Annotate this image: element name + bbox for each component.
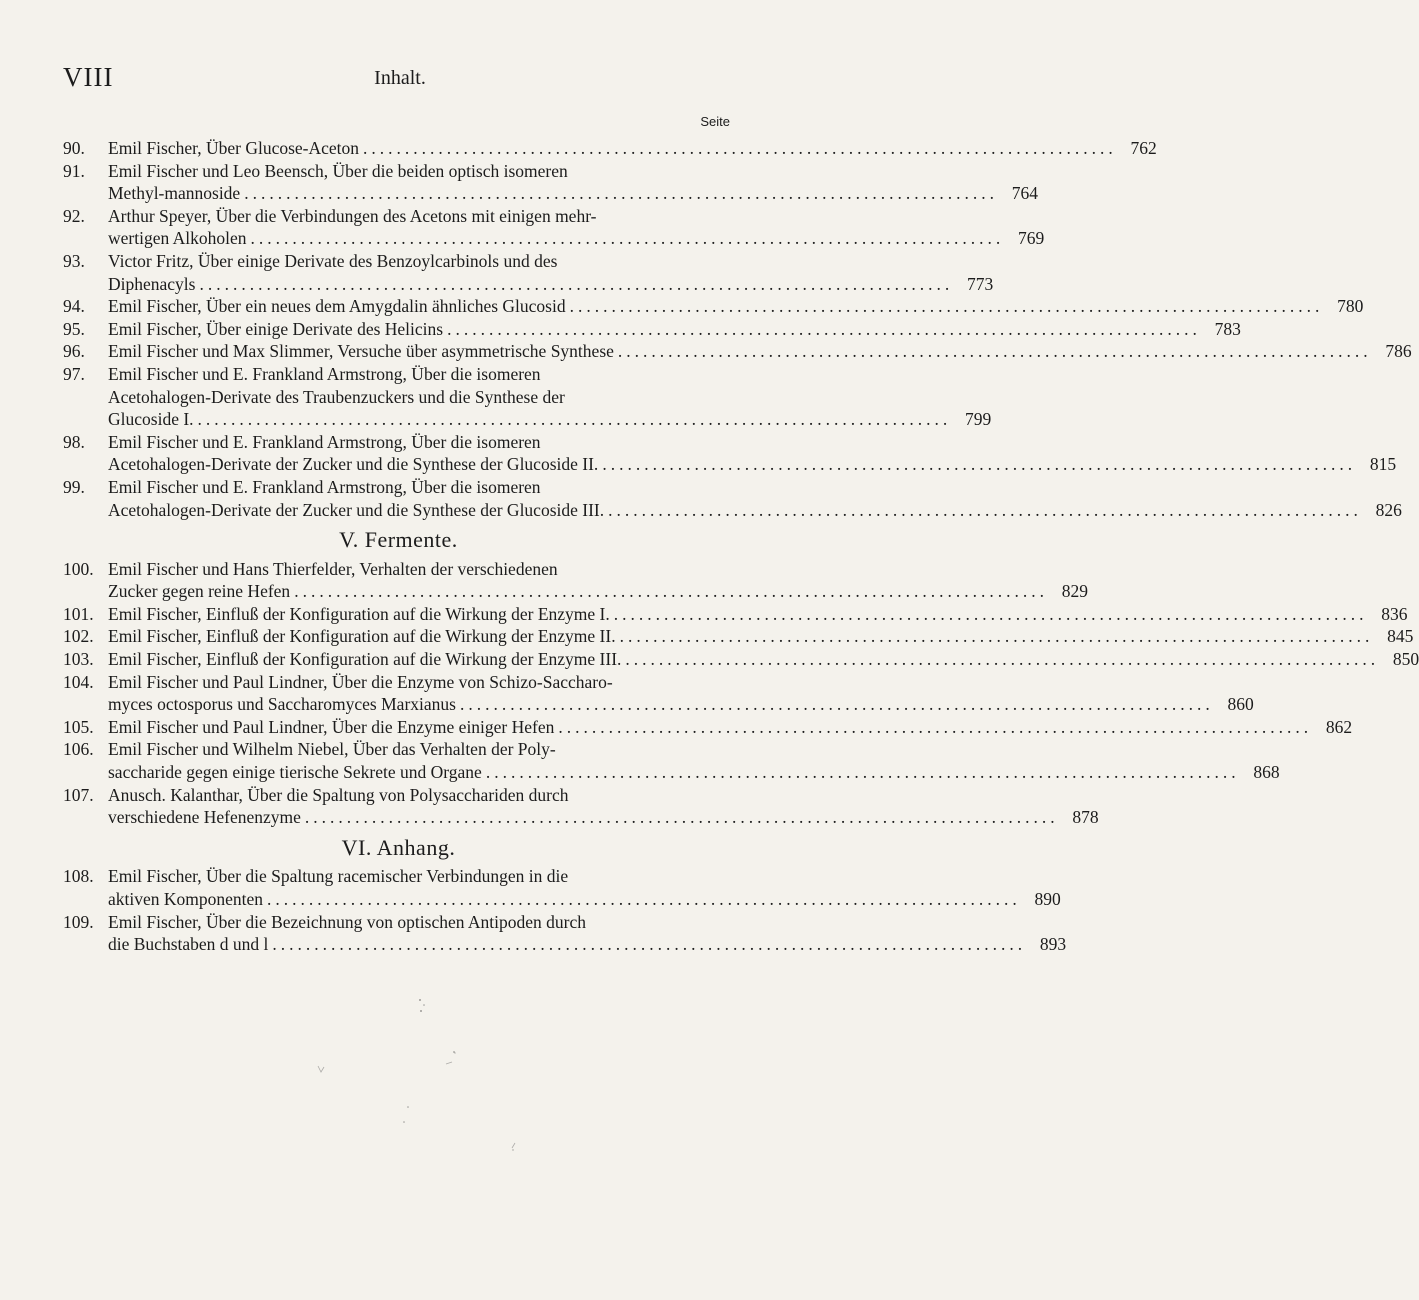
page-number-roman: VIII [63, 62, 114, 92]
entry-page-number: 836 [1381, 603, 1408, 624]
entry-page-number: 826 [1375, 499, 1402, 520]
entry-number: 91. [63, 160, 85, 181]
entry-last-line [108, 933, 1067, 956]
entry-body [108, 671, 1254, 716]
entry-page-number: 868 [1253, 762, 1280, 783]
entry-text-line: Arthur Speyer, Über die Verbindungen des Acetons mit einigen mehr- [108, 205, 597, 226]
dot-leader: .......................................................................................... [569, 296, 1324, 317]
entry-page-number: 850 [1392, 649, 1419, 670]
entry-text-line: Anusch. Kalanthar, Über die Spaltung von Polysacchariden durch [108, 784, 569, 805]
entry-page-number: 773 [966, 273, 994, 294]
entry-last-line [108, 580, 1088, 603]
dot-leader: .......................................................................................... [558, 716, 1313, 737]
entry-number: 94. [63, 296, 85, 317]
entry-body [108, 205, 1045, 250]
entry-text-line: Emil Fischer und E. Frankland Armstrong, Über die isomeren [108, 363, 541, 384]
entry-text-line: Emil Fischer und Hans Thierfelder, Verhalten der verschiedenen [108, 558, 558, 579]
entry-last-line [108, 453, 1397, 476]
dot-leader: .......................................................................................... [485, 762, 1240, 783]
toc-entry [63, 648, 1419, 671]
entry-number: 104. [63, 671, 94, 692]
entry-last-line [108, 648, 1419, 671]
entry-page-number: 845 [1387, 626, 1414, 647]
entry-title: Glucoside I. [108, 409, 194, 430]
entry-last-line [108, 137, 1157, 160]
entry-body [108, 363, 992, 431]
entry-body [108, 250, 994, 295]
dot-leader: .......................................................................................... [619, 626, 1374, 647]
toc-entry [63, 716, 1353, 739]
entry-body [108, 865, 1061, 910]
dot-leader: .......................................................................................... [244, 183, 998, 204]
toc-entry [63, 603, 1408, 626]
entry-number: 93. [63, 250, 85, 271]
entry-number: 97. [63, 363, 85, 384]
entry-page-number: 780 [1337, 296, 1364, 317]
entry-title: wertigen Alkoholen [108, 228, 247, 249]
toc-group-chemistry [63, 137, 1412, 521]
entry-body [108, 911, 1067, 956]
entry-title: Acetohalogen-Derivate der Zucker und die Synthese der Glucoside III. [108, 499, 605, 520]
entry-number: 95. [63, 318, 85, 339]
entry-text-line: Victor Fritz, Über einige Derivate des Benzoylcarbinols und des [108, 250, 558, 271]
dot-leader: .......................................................................................... [267, 889, 1021, 909]
dot-leader: .......................................................................................... [613, 603, 1368, 624]
toc-entry [63, 205, 1045, 250]
toc-entry [63, 363, 992, 431]
entry-body [108, 716, 1353, 739]
dot-leader: .......................................................................................... [602, 454, 1357, 475]
page-column-label: Seite [700, 114, 730, 129]
toc-entry [63, 137, 1157, 160]
entry-number: 103. [63, 649, 94, 670]
entry-last-line [108, 716, 1353, 739]
entry-body [108, 476, 1402, 521]
entry-number: 99. [63, 476, 85, 497]
entry-text-line: Emil Fischer und E. Frankland Armstrong, Über die isomeren [108, 476, 541, 497]
entry-body [108, 558, 1088, 603]
toc-entry [63, 160, 1038, 205]
toc-group-anhang [63, 865, 1067, 955]
entry-text-line: Emil Fischer und Paul Lindner, Über die Enzyme von Schizo-Saccharo- [108, 671, 613, 692]
entry-body [108, 431, 1397, 476]
entry-last-line [108, 693, 1254, 716]
entry-title: aktiven Komponenten [108, 889, 264, 909]
page-title: Inhalt. [374, 67, 426, 89]
entry-body [108, 738, 1280, 783]
entry-title: Emil Fischer, Über Glucose-Aceton [108, 138, 360, 158]
dot-leader: .......................................................................................... [197, 409, 952, 430]
entry-last-line [108, 408, 992, 431]
entry-number: 92. [63, 205, 85, 226]
page-header [0, 0, 800, 110]
entry-number: 106. [63, 739, 94, 760]
entry-page-number: 769 [1018, 228, 1045, 249]
entry-text-line: Emil Fischer und Wilhelm Niebel, Über das Verhalten der Poly- [108, 739, 556, 760]
entry-title: die Buchstaben d und l [108, 934, 269, 955]
entry-page-number: 764 [1011, 183, 1038, 204]
entry-title: Emil Fischer und Max Slimmer, Versuche über asymmetrische Synthese [108, 341, 614, 362]
entry-text-line: Emil Fischer und E. Frankland Armstrong, Über die isomeren [108, 431, 541, 452]
table-of-contents [63, 137, 1419, 956]
entry-body [108, 295, 1364, 318]
entry-title: saccharide gegen einige tierische Sekrete und Organe [108, 762, 482, 783]
dot-leader: .......................................................................................... [363, 138, 1117, 158]
entry-last-line [108, 318, 1241, 341]
entry-text-line: Acetohalogen-Derivate des Traubenzuckers und die Synthese der [108, 386, 565, 407]
entry-last-line [108, 273, 994, 296]
entry-title: Emil Fischer und Paul Lindner, Über die Enzyme einiger Hefen [108, 716, 555, 737]
entry-body [108, 318, 1241, 341]
section-heading-anhang: VI. Anhang. [341, 834, 456, 860]
entry-number: 109. [63, 911, 94, 932]
entry-number: 108. [63, 866, 94, 887]
dot-leader: .......................................................................................... [625, 649, 1380, 670]
entry-last-line [108, 295, 1364, 318]
entry-page-number: 786 [1385, 341, 1412, 362]
dot-leader: .......................................................................................... [250, 228, 1005, 249]
entry-title: Emil Fischer, Einfluß der Konfiguration auf die Wirkung der Enzyme I. [108, 603, 610, 624]
entry-title: verschiedene Hefenenzyme [108, 807, 301, 828]
dot-leader: .......................................................................................... [294, 581, 1048, 602]
toc-entry [63, 250, 994, 295]
dot-leader: .......................................................................................... [447, 318, 1201, 339]
entry-title: Emil Fischer, Über einige Derivate des Helicins [108, 318, 444, 339]
toc-entry [63, 671, 1254, 716]
toc-group-fermente [63, 558, 1419, 829]
dot-leader: .......................................................................................... [304, 807, 1059, 828]
entry-title: Emil Fischer, Über ein neues dem Amygdalin ähnliches Glucosid [108, 296, 566, 317]
entry-body [108, 340, 1412, 363]
entry-number: 96. [63, 341, 85, 362]
entry-text-line: Emil Fischer, Über die Bezeichnung von optischen Antipoden durch [108, 911, 587, 932]
dot-leader: .......................................................................................... [199, 273, 954, 294]
entry-number: 102. [63, 626, 94, 647]
entry-page-number: 829 [1061, 581, 1088, 602]
entry-text-line: Emil Fischer, Über die Spaltung racemischer Verbindungen in die [108, 866, 569, 887]
entry-last-line [108, 227, 1045, 250]
dot-leader: .......................................................................................... [617, 341, 1372, 362]
entry-title: Diphenacyls [108, 273, 196, 294]
entry-title: Emil Fischer, Einfluß der Konfiguration auf die Wirkung der Enzyme II. [108, 626, 616, 647]
entry-title: Acetohalogen-Derivate der Zucker und die Synthese der Glucoside II. [108, 454, 599, 475]
dot-leader: .......................................................................................... [608, 499, 1362, 520]
toc-entry [63, 865, 1061, 910]
entry-body [108, 603, 1408, 626]
entry-page-number: 890 [1034, 889, 1061, 909]
toc-entry [63, 738, 1280, 783]
entry-number: 90. [63, 138, 85, 158]
toc-entry [63, 340, 1412, 363]
entry-body [108, 137, 1157, 160]
entry-number: 98. [63, 431, 85, 452]
entry-body [108, 784, 1099, 829]
section-heading-fermente: V. Fermente. [339, 527, 458, 553]
entry-body [108, 625, 1414, 648]
toc-entry [63, 476, 1402, 521]
entry-number: 101. [63, 603, 94, 624]
toc-entry [63, 318, 1241, 341]
entry-last-line [108, 806, 1099, 829]
entry-page-number: 862 [1325, 716, 1353, 737]
toc-entry [63, 295, 1364, 318]
entry-last-line [108, 761, 1280, 784]
entry-page-number: 815 [1369, 454, 1397, 475]
entry-last-line [108, 603, 1408, 626]
dot-leader: .......................................................................................... [272, 934, 1027, 955]
entry-last-line [108, 625, 1414, 648]
entry-page-number: 878 [1072, 807, 1099, 828]
toc-entry [63, 911, 1067, 956]
entry-number: 100. [63, 558, 94, 579]
entry-title: Zucker gegen reine Hefen [108, 581, 291, 602]
entry-last-line [108, 888, 1061, 911]
entry-page-number: 762 [1130, 138, 1157, 158]
entry-number: 107. [63, 784, 94, 805]
entry-page-number: 860 [1227, 694, 1254, 715]
entry-last-line [108, 182, 1038, 205]
entry-page-number: 799 [965, 409, 992, 430]
entry-title: myces octosporus und Saccharomyces Marxianus [108, 694, 456, 715]
toc-entry [63, 558, 1088, 603]
toc-entry [63, 784, 1099, 829]
entry-text-line: Emil Fischer und Leo Beensch, Über die beiden optisch isomeren [108, 160, 568, 181]
dot-leader: .......................................................................................... [459, 694, 1214, 715]
entry-number: 105. [63, 716, 94, 737]
toc-entry [63, 625, 1414, 648]
entry-body [108, 160, 1038, 205]
entry-title: Emil Fischer, Einfluß der Konfiguration auf die Wirkung der Enzyme III. [108, 649, 622, 670]
entry-last-line [108, 340, 1412, 363]
entry-page-number: 783 [1214, 318, 1241, 339]
entry-body [108, 648, 1419, 671]
entry-title: Methyl-mannoside [108, 183, 241, 204]
toc-entry [63, 431, 1397, 476]
entry-page-number: 893 [1039, 934, 1067, 955]
entry-last-line [108, 499, 1402, 522]
